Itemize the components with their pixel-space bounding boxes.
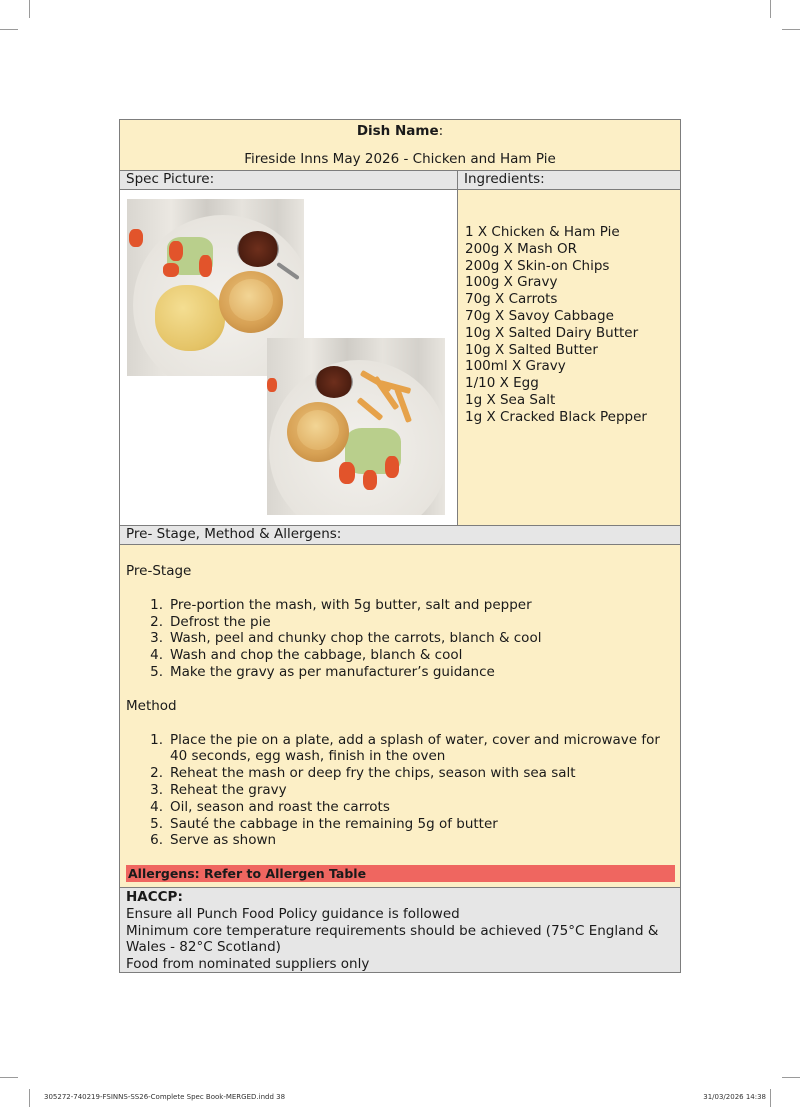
ingredient-item: 1g X Sea Salt: [465, 391, 556, 408]
method-step: 4. Oil, season and roast the carrots: [150, 798, 390, 815]
ingredient-item: 200g X Mash OR: [465, 240, 577, 257]
haccp-line: Ensure all Punch Food Policy guidance is followed: [126, 905, 460, 922]
crop-mark: [29, 0, 30, 18]
method-step: 2. Reheat the mash or deep fry the chips, season with sea salt: [150, 765, 576, 782]
haccp-row: [120, 888, 680, 972]
ingredient-item: 10g X Salted Dairy Butter: [465, 324, 639, 341]
spec-table: [119, 119, 681, 973]
header-row: [120, 171, 680, 190]
dish-name-colon: :: [438, 123, 444, 139]
pie-top-shape: [297, 410, 339, 450]
spec-picture-area: [120, 190, 458, 525]
carrot-shape: [129, 229, 143, 247]
haccp-line: Food from nominated suppliers only: [126, 956, 370, 972]
ingredient-item: 200g X Skin-on Chips: [465, 257, 610, 274]
prestage-title: Pre-Stage: [126, 563, 192, 579]
method-step: 3. Reheat the gravy: [150, 781, 287, 798]
method-step: 1. Place the pie on a plate, add a splash of water, cover and microwave for 40 seconds, egg wash, finish in the oven: [150, 731, 660, 765]
crop-mark: [29, 1089, 30, 1107]
prestage-method-header: Pre- Stage, Method & Allergens:: [120, 526, 680, 544]
method-title: Method: [126, 697, 177, 714]
dish-name-label: Dish Name: [356, 123, 439, 139]
ingredient-item: 100ml X Gravy: [465, 358, 566, 375]
carrot-shape: [199, 255, 212, 277]
carrot-shape: [169, 241, 183, 261]
prestage-steps: [126, 597, 674, 681]
gravy-pot-shape: [315, 366, 353, 398]
prestage-step: 4. Wash and chop the cabbage, blanch & cool: [150, 647, 463, 664]
ingredient-item: 10g X Salted Butter: [465, 341, 598, 358]
crop-mark: [0, 29, 18, 30]
crop-mark: [770, 0, 771, 18]
prestage-step: 1. Pre-portion the mash, with 5g butter, salt and pepper: [150, 596, 532, 613]
carrot-shape: [339, 462, 355, 484]
ingredient-item: 1g X Cracked Black Pepper: [465, 408, 647, 425]
dish-name-cell: [120, 120, 680, 170]
haccp-cell: [120, 888, 680, 972]
crop-mark: [0, 1077, 18, 1078]
prestage-step: 5. Make the gravy as per manufacturer’s guidance: [150, 663, 495, 680]
ingredient-item: 1/10 X Egg: [465, 375, 539, 392]
picture-ingredients-row: [120, 190, 680, 526]
method-header-row: [120, 526, 680, 545]
dish-name-value: Fireside Inns May 2026 - Chicken and Ham Pie: [244, 151, 556, 167]
carrot-shape: [385, 456, 399, 478]
pie-top-shape: [229, 279, 273, 321]
crop-mark: [770, 1089, 771, 1107]
method-cell: [120, 545, 680, 887]
carrot-shape: [267, 378, 277, 392]
ingredients-list: [458, 190, 680, 525]
prestage-step: 2. Defrost the pie: [150, 613, 271, 630]
method-row: [120, 545, 680, 888]
prestage-step: 3. Wash, peel and chunky chop the carrots, blanch & cool: [150, 630, 542, 647]
method-steps: [126, 732, 674, 850]
method-step: 6. Serve as shown: [150, 832, 277, 849]
carrot-shape: [163, 263, 179, 277]
gravy-pot-shape: [237, 231, 279, 267]
spec-picture-header: Spec Picture:: [120, 171, 458, 189]
ingredients-header: Ingredients:: [458, 171, 680, 189]
dish-name-row: [120, 120, 680, 171]
crop-mark: [782, 1077, 800, 1078]
carrot-shape: [363, 470, 377, 490]
haccp-line: Minimum core temperature requirements should be achieved (75°C England & Wales - 82°C Scotland): [126, 922, 659, 956]
ingredient-item: 70g X Carrots: [465, 291, 558, 308]
haccp-title: HACCP:: [126, 889, 183, 905]
method-step: 5. Sauté the cabbage in the remaining 5g of butter: [150, 815, 498, 832]
ingredient-item: 100g X Gravy: [465, 274, 558, 291]
ingredient-item: 70g X Savoy Cabbage: [465, 307, 614, 324]
ingredient-item: 1 X Chicken & Ham Pie: [465, 224, 620, 240]
crop-mark: [782, 29, 800, 30]
allergen-banner: Allergens: Refer to Allergen Table: [126, 865, 675, 882]
dish-photo-chips: [267, 338, 445, 515]
mash-shape: [155, 285, 225, 351]
footer-file-info: 305272-740219-FSINNS-SS26-Complete Spec Book-MERGED.indd 38: [44, 1093, 286, 1101]
footer-date: 31/03/2026 14:38: [703, 1093, 766, 1101]
